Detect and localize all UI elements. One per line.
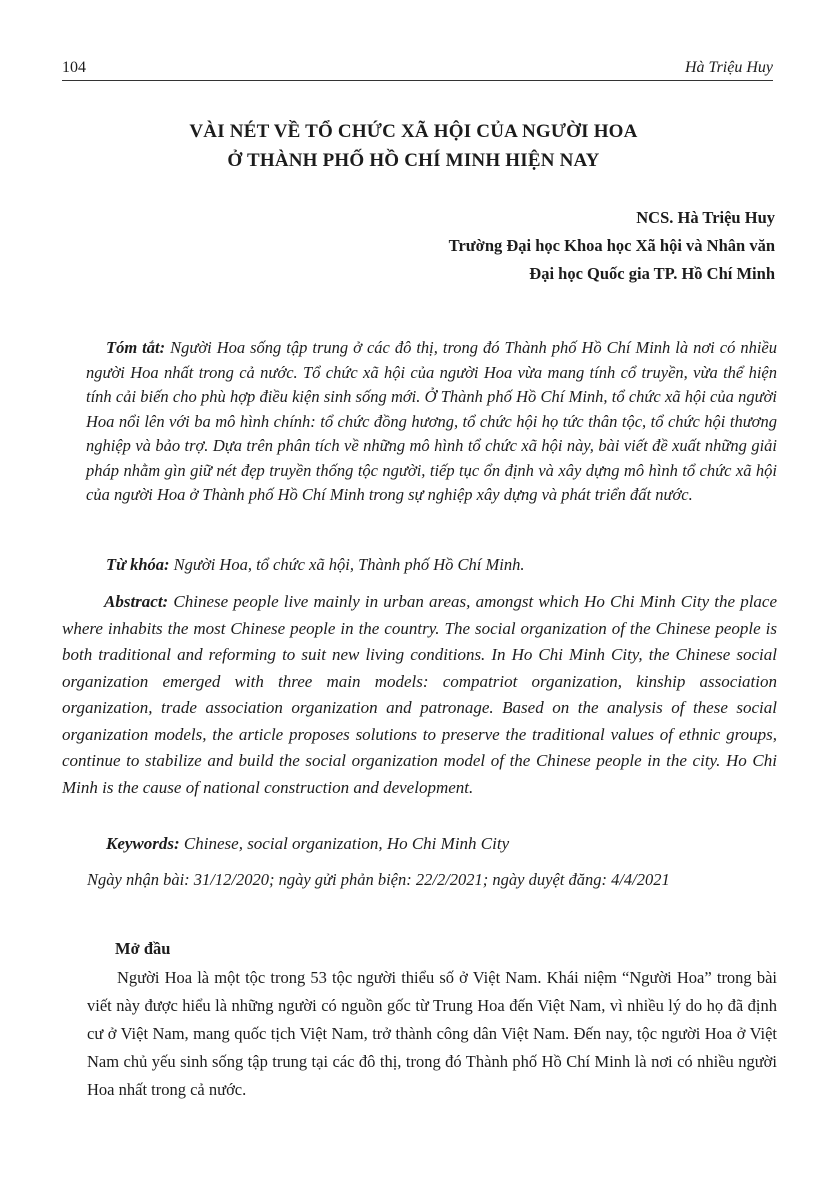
submission-dates: Ngày nhận bài: 31/12/2020; ngày gửi phản biện: 22/2/2021; ngày duyệt đăng: 4/4/2021 bbox=[87, 870, 670, 889]
intro-paragraph: Người Hoa là một tộc trong 53 tộc người thiểu số ở Việt Nam. Khái niệm “Người Hoa” trong bài viết này được hiểu là những người có nguồn gốc từ Trung Hoa đến Việt Nam, vì nhiều lý do họ đã định cư ở Việt Nam, mang quốc tịch Việt Nam, trở thành công dân Việt Nam. Đến nay, tộc người Hoa ở Việt Nam chủ yếu sinh sống tập trung tại các đô thị, trong đó Thành phố Hồ Chí Minh là nơi có nhiều người Hoa nhất trong cả nước. bbox=[87, 968, 777, 1099]
article-title bbox=[60, 117, 767, 175]
running-head: Hà Triệu Huy bbox=[685, 59, 773, 76]
author-affiliation-1: Trường Đại học Khoa học Xã hội và Nhân văn bbox=[448, 236, 775, 255]
summary-label: Tóm tắt: bbox=[106, 338, 166, 357]
title-line-2: Ở THÀNH PHỐ HỒ CHÍ MINH HIỆN NAY bbox=[227, 150, 600, 171]
abstract-label: Abstract: bbox=[104, 592, 169, 611]
keywords-vi-text: Người Hoa, tổ chức xã hội, Thành phố Hồ Chí Minh. bbox=[173, 555, 525, 574]
author-name: NCS. Hà Triệu Huy bbox=[636, 208, 775, 227]
summary-text: Người Hoa sống tập trung ở các đô thị, trong đó Thành phố Hồ Chí Minh là nơi có nhiều người Hoa nhất trong cả nước. Tổ chức xã hội của người Hoa vừa mang tính cổ truyền, vừa thể hiện tính cải biến cho phù hợp điều kiện sinh sống mới. Ở Thành phố Hồ Chí Minh, tổ chức xã hội của người Hoa nổi lên với ba mô hình chính: tổ chức đồng hương, tổ chức hội họ tức thân tộc, tổ chức hội thương nghiệp và bảo trợ. Dựa trên phân tích về những mô hình tổ chức xã hội này, bài viết đề xuất những giải pháp nhằm gìn giữ nét đẹp truyền thống tộc người, tiếp tục ổn định và xây dựng mô hình tổ chức xã hội của người Hoa ở Thành phố Hồ Chí Minh trong sự nghiệp xây dựng và phát triển đất nước. bbox=[86, 338, 777, 504]
keywords-en-text: Chinese, social organization, Ho Chi Minh City bbox=[183, 834, 510, 853]
keywords-en-label: Keywords: bbox=[106, 834, 180, 853]
keywords-vi-paragraph bbox=[86, 553, 777, 578]
page-number: 104 bbox=[62, 59, 86, 76]
title-line-1: VÀI NÉT VỀ TỔ CHỨC XÃ HỘI CỦA NGƯỜI HOA bbox=[189, 121, 638, 142]
abstract-text: Chinese people live mainly in urban areas, amongst which Ho Chi Minh City the place where inhabits the most Chinese people in the country. The social organization of the Chinese people is both traditional and reforming to suit new living conditions. In Ho Chi Minh City, the Chinese social organization emerged with three main models: compatriot organization, kinship association organization, trade association organization and patronage. Based on the analysis of these social organization models, the article proposes solutions to preserve the traditional values of ethnic groups, continue to stabilize and build the social organization model of the Chinese people in the city. Ho Chi Minh is the cause of national construction and development. bbox=[62, 592, 778, 797]
keywords-vi-label: Từ khóa: bbox=[106, 555, 170, 574]
author-affiliation-2: Đại học Quốc gia TP. Hồ Chí Minh bbox=[529, 264, 775, 283]
page-header bbox=[62, 56, 773, 81]
section-heading: Mở đầu bbox=[115, 939, 171, 958]
abstract-paragraph bbox=[62, 589, 777, 801]
keywords-en-paragraph bbox=[86, 831, 777, 857]
author-block bbox=[449, 204, 775, 288]
summary-paragraph bbox=[86, 336, 777, 508]
